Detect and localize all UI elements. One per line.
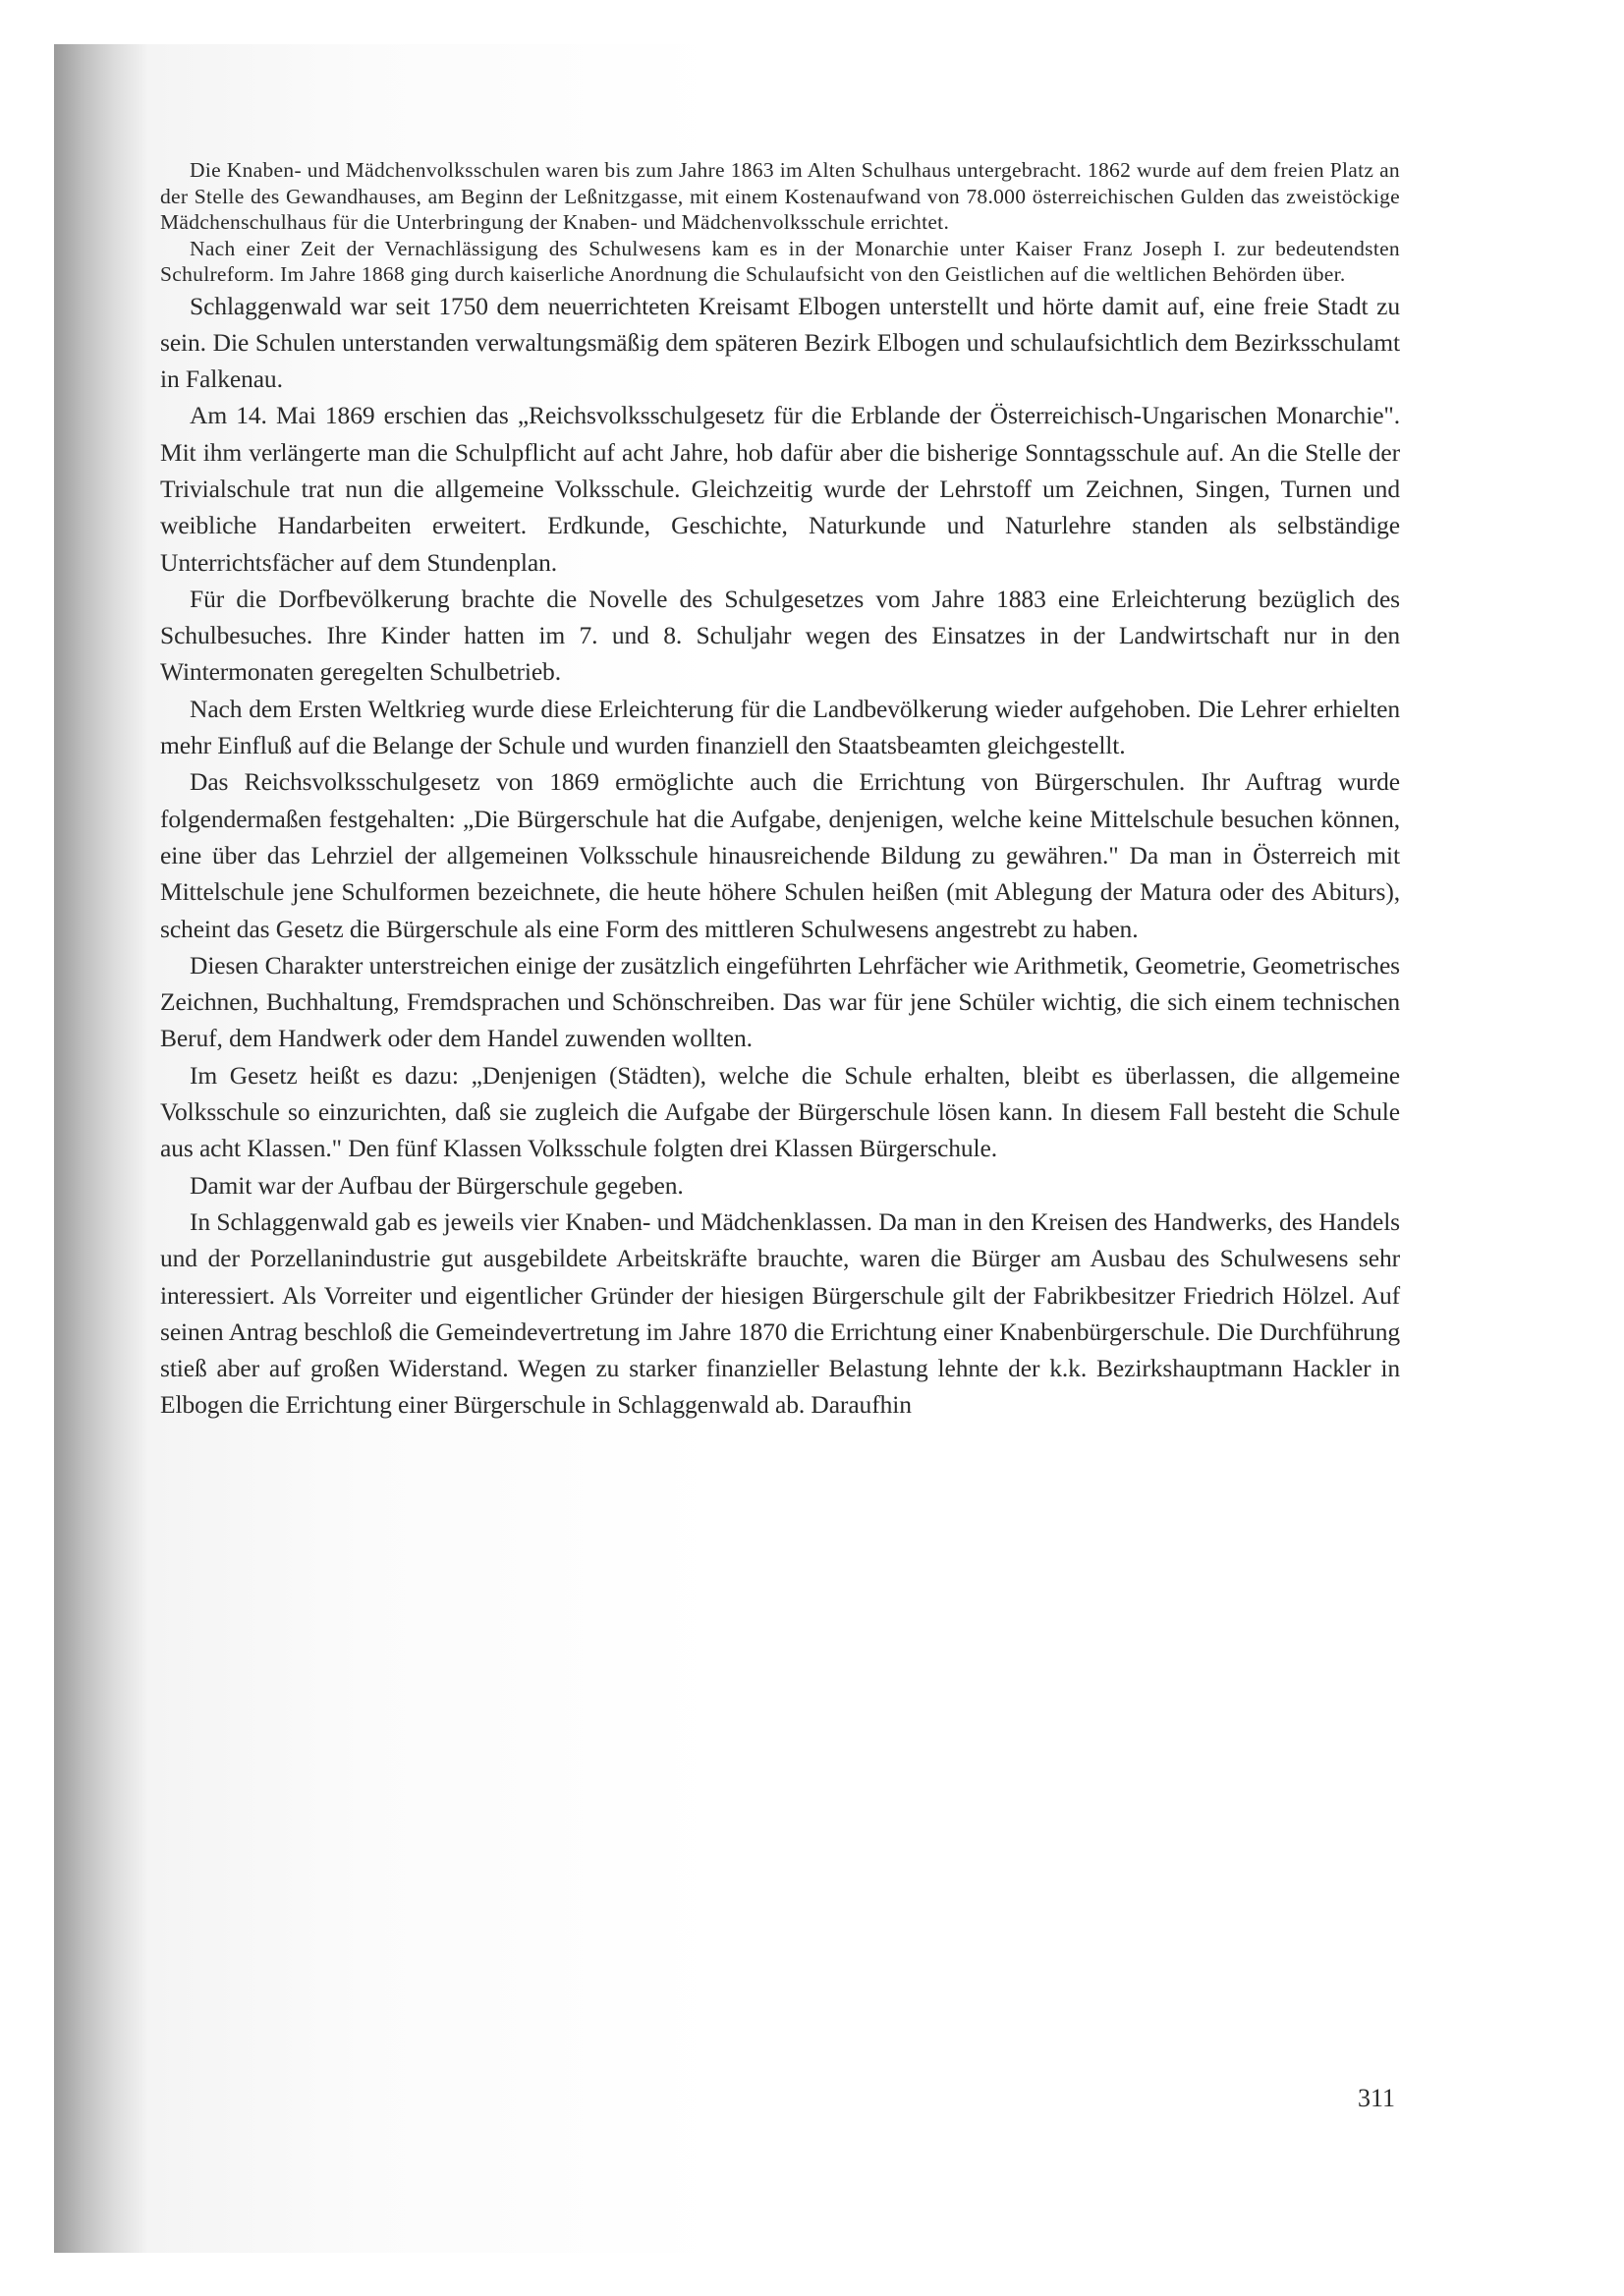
- paragraph-6: Nach dem Ersten Weltkrieg wurde diese Erleichterung für die Landbevölkerung wieder aufgehoben. Die Lehrer erhielten mehr Einfluß auf die Belange der Schule und wurden finanziell den Staatsbeamten gleichgestellt.: [160, 694, 1400, 760]
- paragraph-8: Diesen Charakter unterstreichen einige der zusätzlich eingeführten Lehrfächer wie Arithmetik, Geometrie, Geometrisches Zeichnen, Buchhaltung, Fremdsprachen und Schönschreiben. Das war für jene Schüler wichtig, die sich einem technischen Beruf, dem Handwerk oder dem Handel zuwenden wollten.: [160, 950, 1400, 1053]
- paragraph-1: Die Knaben- und Mädchenvolksschulen waren bis zum Jahre 1863 im Alten Schulhaus untergebracht. 1862 wurde auf dem freien Platz an der Stelle des Gewandhauses, am Beginn der Leßnitzgasse, mit einem Kostenaufwand von 78.000 österreichischen Gulden das zweistöckige Mädchenschulhaus für die Unterbringung der Knaben- und Mädchenvolksschule errichtet.: [160, 158, 1400, 234]
- paragraph-7: Das Reichsvolksschulgesetz von 1869 ermöglichte auch die Errichtung von Bürgerschulen. Ihr Auftrag wurde folgendermaßen festgehalten: „Die Bürgerschule hat die Aufgabe, denjenigen, welche keine Mittelschule besuchen können, eine über das Lehrziel der allgemeinen Volksschule hinausreichende Bildung zu gewähren." Da man in Österreich mit Mittelschule jene Schulformen bezeichnete, die heute höhere Schulen heißen (mit Ablegung der Matura oder des Abiturs), scheint das Gesetz die Bürgerschule als eine Form des mittleren Schulwesens angestrebt zu haben.: [160, 767, 1400, 943]
- body-text: [160, 157, 1400, 1424]
- paragraph-9: Im Gesetz heißt es dazu: „Denjenigen (Städten), welche die Schule erhalten, bleibt es überlassen, die allgemeine Volksschule so einzurichten, daß sie zugleich die Aufgabe der Bürgerschule lösen kann. In diesem Fall besteht die Schule aus acht Klassen." Den fünf Klassen Volksschule folgten drei Klassen Bürgerschule.: [160, 1060, 1400, 1163]
- paragraph-10: Damit war der Aufbau der Bürgerschule gegeben.: [190, 1170, 684, 1200]
- paragraph-11: In Schlaggenwald gab es jeweils vier Knaben- und Mädchenklassen. Da man in den Kreisen des Handwerks, des Handels und der Porzellanindustrie gut ausgebildete Arbeitskräfte brauchte, waren die Bürger am Ausbau des Schulwesens sehr interessiert. Als Vorreiter und eigentlicher Gründer der hiesigen Bürgerschule gilt der Fabrikbesitzer Friedrich Hölzel. Auf seinen Antrag beschloß die Gemeindevertretung im Jahre 1870 die Errichtung einer Knabenbürgerschule. Die Durchführung stieß aber auf großen Widerstand. Wegen zu starker finanzieller Belastung lehnte der k.k. Bezirkshauptmann Hackler in Elbogen die Errichtung einer Bürgerschule in Schlaggenwald ab. Daraufhin: [160, 1206, 1400, 1420]
- paragraph-4: Am 14. Mai 1869 erschien das „Reichsvolksschulgesetz für die Erblande der Österreichisch-Ungarischen Monarchie". Mit ihm verlängerte man die Schulpflicht auf acht Jahre, hob dafür aber die bisherige Sonntagsschule auf. An die Stelle der Trivialschule trat nun die allgemeine Volksschule. Gleichzeitig wurde der Lehrstoff um Zeichnen, Singen, Turnen und weibliche Handarbeiten erweitert. Erdkunde, Geschichte, Naturkunde und Naturlehre standen als selbständige Unterrichtsfächer auf dem Stundenplan.: [160, 401, 1400, 577]
- scan-shadow: [54, 44, 147, 2253]
- paragraph-2: Nach einer Zeit der Vernachlässigung des Schulwesens kam es in der Monarchie unter Kaiser Franz Joseph I. zur bedeutendsten Schulreform. Im Jahre 1868 ging durch kaiserliche Anordnung die Schulaufsicht von den Geistlichen auf die weltlichen Behörden über.: [160, 236, 1400, 286]
- paragraph-5: Für die Dorfbevölkerung brachte die Novelle des Schulgesetzes vom Jahre 1883 eine Erleichterung bezüglich des Schulbesuches. Ihre Kinder hatten im 7. und 8. Schuljahr wegen des Einsatzes in der Landwirtschaft nur in den Wintermonaten geregelten Schulbetrieb.: [160, 584, 1400, 687]
- paragraph-3: Schlaggenwald war seit 1750 dem neuerrichteten Kreisamt Elbogen unterstellt und hörte damit auf, eine freie Stadt zu sein. Die Schulen unterstanden verwaltungsmäßig dem späteren Bezirk Elbogen und schulaufsichtlich dem Bezirksschulamt in Falkenau.: [160, 291, 1400, 394]
- page-number: 311: [1358, 2084, 1396, 2112]
